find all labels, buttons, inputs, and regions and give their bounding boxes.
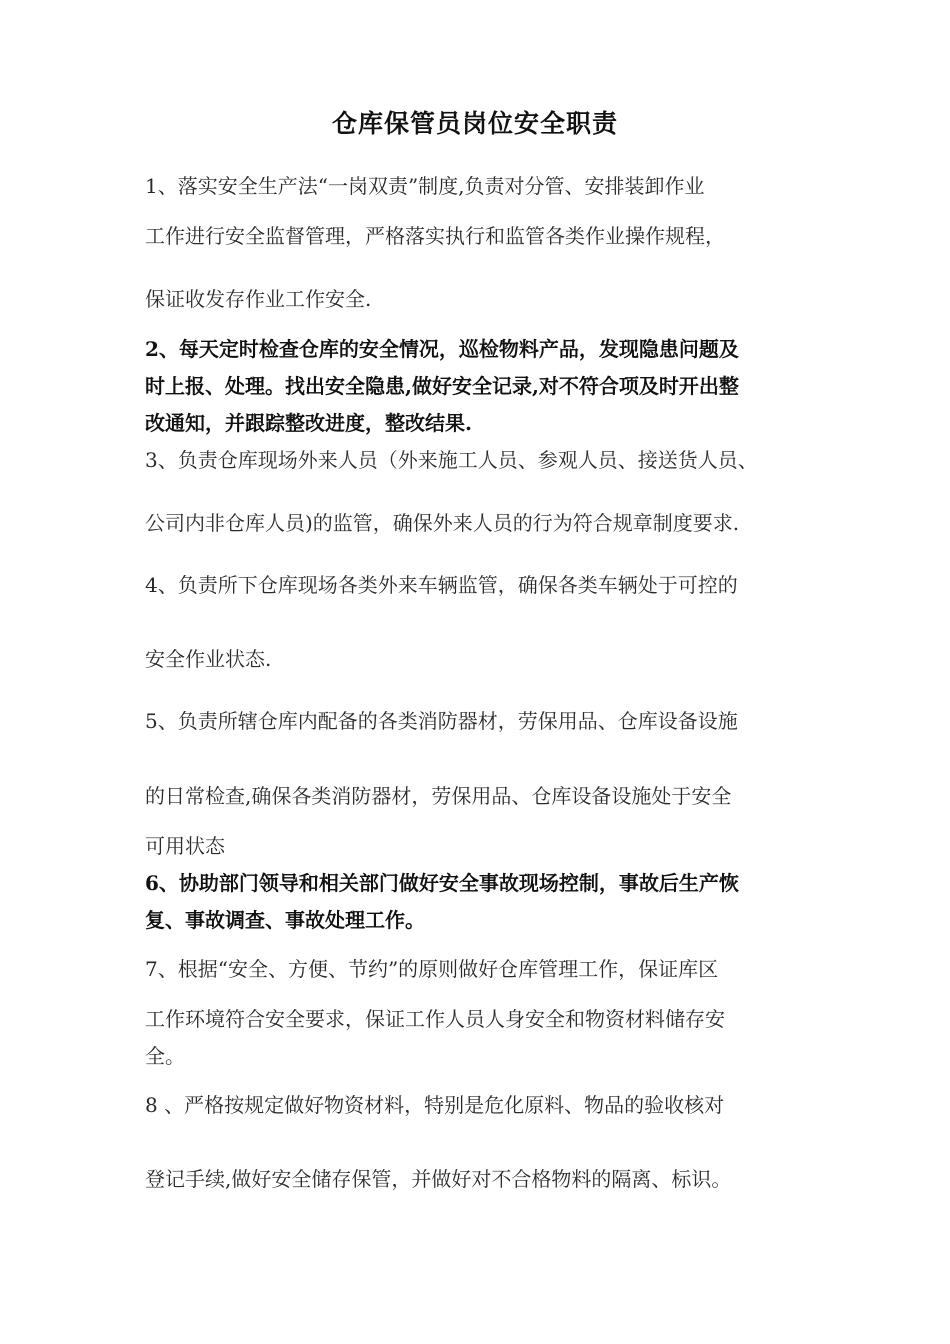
text-line-4-2: 安全作业状态.	[145, 647, 272, 671]
text-line-1-2: 工作进行安全监督管理，严格落实执行和监管各类作业操作规程，	[145, 224, 725, 248]
text-line-1-3: 保证收发存作业工作安全.	[145, 287, 372, 311]
text-line-5-2: 的日常检查,确保各类消防器材，劳保用品、仓库设备设施处于安全	[145, 784, 732, 808]
text-line-2-2: 时上报、处理。找出安全隐患,做好安全记录,对不符合项及时开出整	[145, 374, 739, 398]
text-line-8-2: 登记手续,做好安全储存保管，并做好对不合格物料的隔离、标识。	[145, 1167, 732, 1191]
document-title: 仓库保管员岗位安全职责	[331, 109, 618, 138]
text-line-6-2: 复、事故调查、事故处理工作。	[145, 908, 425, 932]
text-line-2-3: 改通知，并跟踪整改进度，整改结果.	[145, 411, 472, 435]
text-line-7-1: 7、根据“安全、方便、节约”的原则做好仓库管理工作，保证库区	[145, 957, 719, 981]
text-line-5-3: 可用状态	[145, 834, 225, 858]
text-line-3-1: 3、负责仓库现场外来人员（外来施工人员、参观人员、接送货人员、	[145, 448, 758, 472]
text-line-6-1: 6、协助部门领导和相关部门做好安全事故现场控制，事故后生产恢	[145, 871, 739, 895]
text-line-5-1: 5、负责所辖仓库内配备的各类消防器材，劳保用品、仓库设备设施	[145, 709, 738, 733]
text-line-4-1: 4、负责所下仓库现场各类外来车辆监管，确保各类车辆处于可控的	[145, 573, 738, 597]
text-line-7-3: 全。	[145, 1044, 185, 1068]
text-line-3-2: 公司内非仓库人员)的监管，确保外来人员的行为符合规章制度要求.	[145, 511, 740, 535]
text-line-2-1: 2、每天定时检查仓库的安全情况，巡检物料产品，发现隐患问题及	[145, 337, 739, 361]
text-line-7-2: 工作环境符合安全要求，保证工作人员人身安全和物资材料储存安	[145, 1007, 725, 1031]
text-line-1-1: 1、落实安全生产法“一岗双责”制度,负责对分管、安排装卸作业	[145, 174, 705, 198]
text-line-8-1: 8 、严格按规定做好物资材料，特别是危化原料、物品的验收核对	[145, 1093, 725, 1117]
